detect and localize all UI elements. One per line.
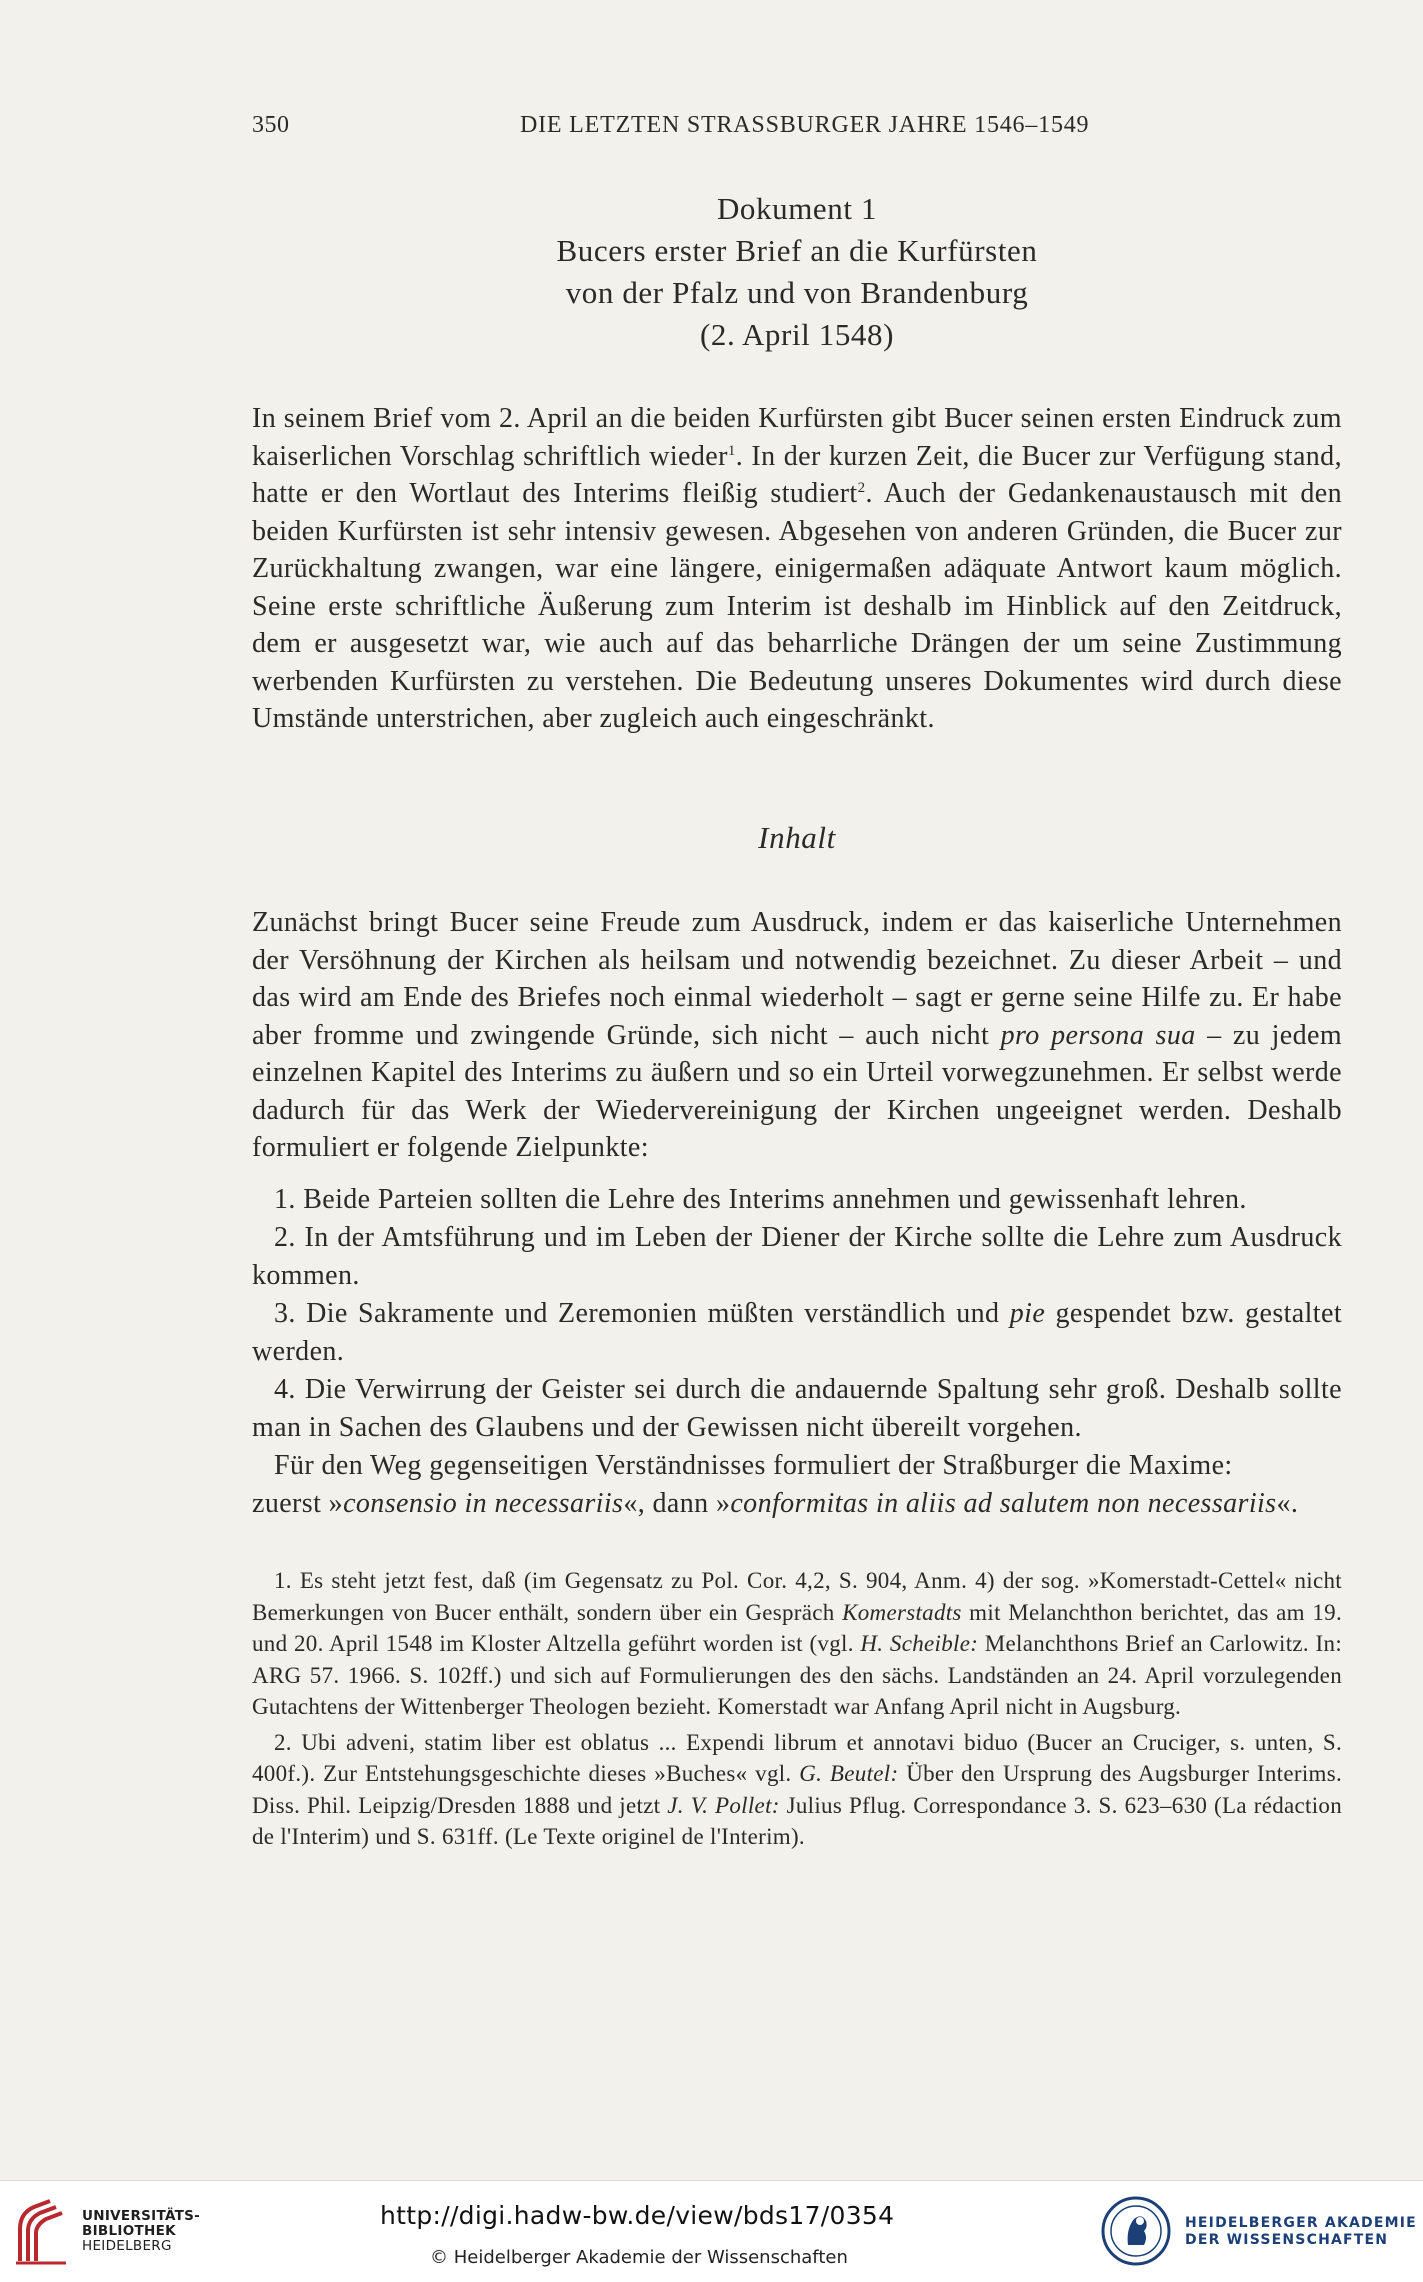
document-title-line: von der Pfalz und von Brandenburg — [565, 275, 1029, 310]
footnote-text: 1. Es steht jetzt fest, daß (im Gegensatz zu Pol. Cor. 4,2, S. 904, Anm. 4) der sog. »Komerstadt-Cettel« nicht Bemerkungen von Bucer enthält, sondern über ein Gespräch — [252, 1568, 1342, 1625]
academy-name-line: HEIDELBERGER AKADEMIE — [1185, 2215, 1417, 2231]
footnote-text: Über den Ursprung des Augsburger Interims. Diss. Phil. Leipzig/Dresden 1888 und jetzt — [252, 1761, 1343, 1818]
list-item: 1. Beide Parteien sollten die Lehre des Interims annehmen und gewissenhaft lehren. — [274, 1184, 1247, 1215]
footnote-italic: G. Beutel: — [799, 1761, 899, 1786]
academy-seal-logo[interactable] — [1100, 2195, 1172, 2267]
maxim-line — [252, 1485, 1342, 1523]
content-text: Zunächst bringt Bucer seine Freude zum Ausdruck, indem er das kaiserliche Unternehmen der Versöhnung der Kirchen als heilsam und notwendig bezeichnet. Zu dieser Arbeit – und das wird am Ende des Briefes noch einmal wiederholt – sagt er gerne seine Hilfe zu. Er habe aber fromme und zwingende Gründe, sich nicht – auch nicht — [252, 907, 1342, 1051]
list-item-text: 3. Die Sakramente und Zeremonien müßten verständlich und — [274, 1298, 1010, 1329]
footer-bar — [0, 2180, 1423, 2282]
university-library-logo[interactable] — [16, 2199, 70, 2265]
academy-name — [1185, 2215, 1417, 2249]
document-title — [252, 188, 1342, 356]
page-number: 350 — [252, 112, 290, 138]
maxim-italic: conformitas in aliis ad salutem non necessariis — [730, 1487, 1277, 1519]
footnote-italic: J. V. Pollet: — [667, 1792, 780, 1818]
content-text: – zu jedem einzelnen Kapitel des Interims zu äußern und so ein Urteil vorwegzunehmen. Er selbst werde dadurch für das Werk der Wiedervereinigung der Kirchen ungeeignet werden. Deshalb formuliert er folgende Zielpunkte: — [252, 1019, 1342, 1163]
permalink-url[interactable]: http://digi.hadw-bw.de/view/bds17/0354 — [380, 2201, 895, 2230]
document-title-date: (2. April 1548) — [699, 317, 895, 352]
footnote-1 — [252, 1565, 1342, 1723]
library-name-line: HEIDELBERG — [82, 2238, 172, 2254]
list-item: 2. In der Amtsführung und im Leben der Diener der Kirche sollte die Lehre zum Ausdruck kommen. — [252, 1222, 1342, 1291]
intro-text: . Auch der Gedankenaustausch mit den beiden Kurfürsten ist sehr intensiv gewesen. Abgesehen von anderen Gründen, die Bucer zur Zurückhaltung zwangen, war eine längere, einigermaßen adäquate Antwort kaum möglich. Seine erste schriftliche Äußerung zum Interim ist deshalb im Hinblick auf den Zeitdruck, dem er ausgesetzt war, wie auch auf das beharrliche Drängen der um seine Zustimmung werbenden Kurfürsten zu verstehen. Die Bedeutung unseres Dokumentes wird durch diese Umstände unterstrichen, aber zugleich auch eingeschränkt. — [252, 478, 1342, 734]
maxim-italic: consensio in necessariis — [343, 1487, 624, 1519]
footnote-text: mit Melanchthon berichtet, das am 19. und 20. April 1548 im Kloster Altzella geführt worden ist (vgl. — [252, 1599, 1343, 1656]
list-item — [252, 1295, 1342, 1370]
list-item-italic: pie — [1009, 1298, 1046, 1329]
library-name-line: BIBLIOTHEK — [82, 2223, 176, 2239]
maxim-paragraph — [252, 1447, 1342, 1522]
footnote-italic: Komerstadts — [842, 1599, 962, 1625]
maxim-text: «. — [1276, 1487, 1299, 1519]
content-italic: pro persona sua — [1000, 1019, 1196, 1051]
maxim-text: «, dann » — [623, 1487, 731, 1519]
running-head-title: DIE LETZTEN STRASSBURGER JAHRE 1546–1549 — [520, 112, 1090, 138]
intro-text: . In der kurzen Zeit, die Bucer zur Verfügung stand, hatte er den Wortlaut des Interims fleißig studiert — [252, 440, 1342, 509]
content-paragraph — [252, 904, 1342, 1167]
maxim-text: Für den Weg gegenseitigen Verständnisses formuliert der Straßburger die Maxime: — [274, 1450, 1233, 1481]
running-head — [252, 112, 1092, 152]
maxim-text: zuerst » — [252, 1487, 344, 1519]
list-item-text: gespendet bzw. gestaltet werden. — [252, 1298, 1342, 1367]
footnote-text: Julius Pflug. Correspondance 3. S. 623–630 (La rédaction de l'Interim) und S. 631ff. (Le Texte originel de l'Interim). — [252, 1792, 1343, 1849]
document-title-number: Dokument 1 — [716, 191, 878, 226]
footnote-ref-2[interactable]: 2 — [857, 480, 866, 496]
academy-name-line: DER WISSENSCHAFTEN — [1185, 2232, 1389, 2248]
footnote-ref-1[interactable]: 1 — [727, 442, 736, 459]
footnote-italic: H. Scheible: — [860, 1631, 979, 1656]
footnote-text: 2. Ubi adveni, statim liber est oblatus ... Expendi librum et annotavi biduo (Bucer an Cruciger, s. unten, S. 400f.). Zur Entstehungsgeschichte dieses »Buches« vgl. — [252, 1729, 1342, 1786]
intro-text: In seinem Brief vom 2. April an die beiden Kurfürsten gibt Bucer seinen ersten Eindruck zum kaiserlichen Vorschlag schriftlich wieder — [252, 403, 1342, 472]
copyright-notice: © Heidelberger Akademie der Wissenschaften — [430, 2247, 848, 2268]
document-title-line: Bucers erster Brief an die Kurfürsten — [556, 233, 1038, 268]
footnote-2 — [252, 1727, 1342, 1853]
footnotes — [252, 1565, 1342, 1857]
list-item: 4. Die Verwirrung der Geister sei durch die andauernde Spaltung sehr groß. Deshalb sollte man in Sachen des Glaubens und der Gewissen nicht übereilt vorgehen. — [252, 1374, 1342, 1443]
library-name — [82, 2209, 200, 2254]
library-name-line: UNIVERSITÄTS- — [82, 2208, 201, 2224]
footnote-text: Melanchthons Brief an Carlowitz. In: ARG 57. 1966. S. 102ff.) und sich auf Formulierungen des den sächs. Landständen an 24. April vorzulegenden Gutachtens der Wittenberger Theologen bezieht. Komerstadt war Anfang April nicht in Augsburg. — [252, 1631, 1343, 1719]
intro-paragraph — [252, 400, 1342, 738]
section-heading: Inhalt — [758, 820, 836, 855]
